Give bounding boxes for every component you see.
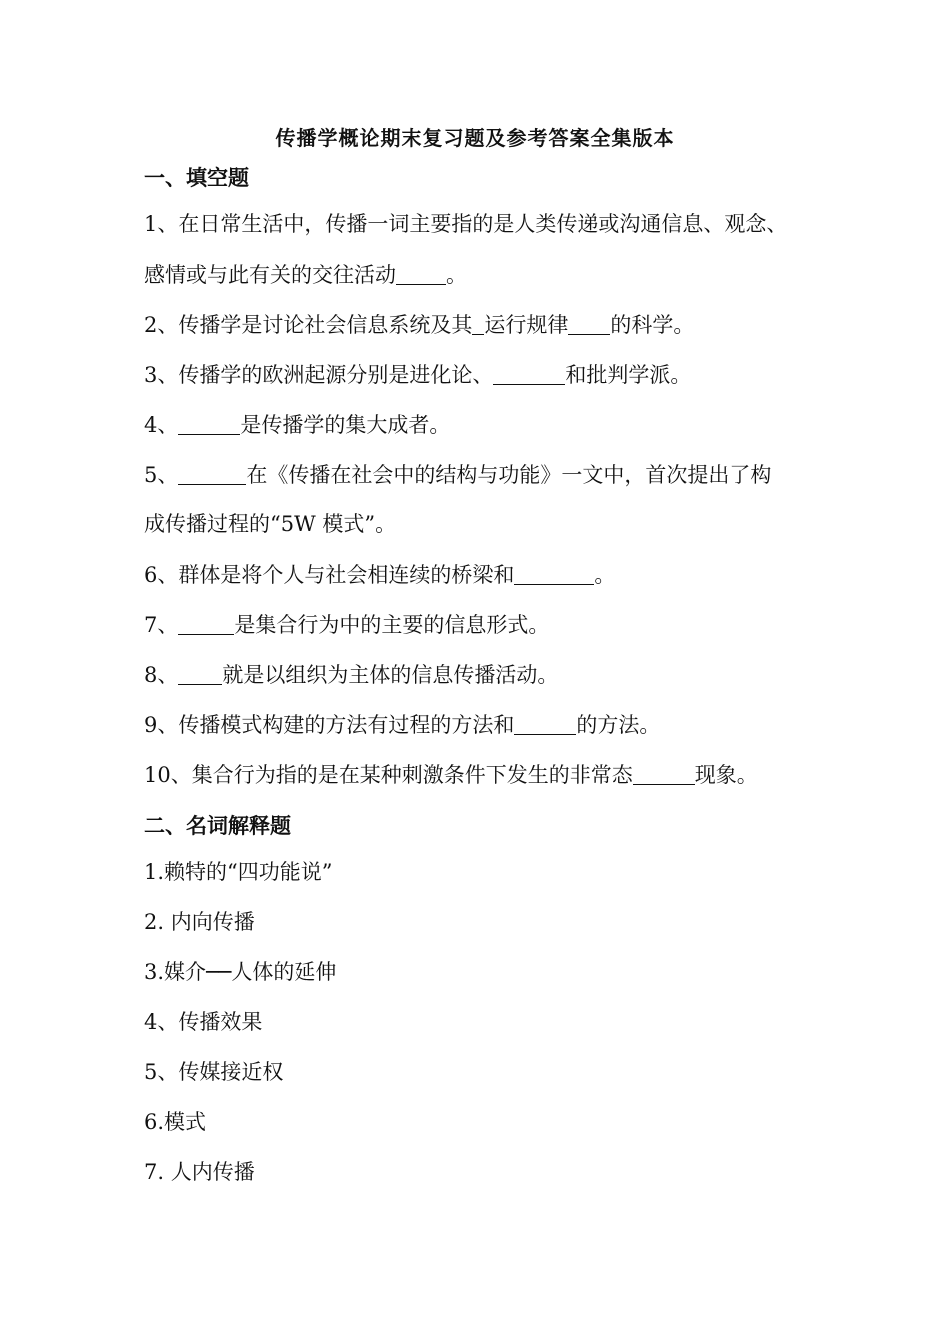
question-3: 3、传播学的欧洲起源分别是进化论、 和批判学派。	[144, 363, 692, 388]
answer-blank	[633, 762, 695, 785]
question-2: 2、传播学是讨论社会信息系统及其 运行规律 的科学。	[144, 313, 695, 338]
question-7: 7、 是集合行为中的主要的信息形式。	[144, 613, 550, 638]
term-item-5: 5、传媒接近权	[144, 1060, 284, 1084]
question-5-line-2: 成传播过程的“5W 模式”。	[144, 512, 397, 536]
question-6: 6、群体是将个人与社会相连续的桥梁和 。	[144, 563, 616, 588]
answer-blank	[514, 562, 594, 585]
answer-blank	[178, 412, 240, 435]
document-title: 传播学概论期末复习题及参考答案全集版本	[275, 126, 675, 150]
answer-blank	[568, 312, 610, 335]
term-item-7: 7. 人内传播	[144, 1160, 255, 1184]
question-4: 4、 是传播学的集大成者。	[144, 413, 451, 438]
section-heading-term-explanation: 二、名词解释题	[144, 813, 291, 838]
answer-blank	[493, 362, 565, 385]
question-1-line-2: 感情或与此有关的交往活动 。	[144, 263, 467, 288]
question-5-line-1: 5、 在《传播在社会中的结构与功能》一文中，首次提出了构	[144, 463, 772, 488]
term-item-3: 3.媒介──人体的延伸	[144, 960, 337, 984]
term-item-2: 2. 内向传播	[144, 910, 255, 934]
answer-blank	[178, 612, 234, 635]
answer-blank	[178, 462, 246, 485]
question-8: 8、 就是以组织为主体的信息传播活动。	[144, 663, 559, 688]
question-1-line-1: 1、在日常生活中，传播一词主要指的是人类传递或沟通信息、观念、	[144, 212, 788, 236]
question-10: 10、集合行为指的是在某种刺激条件下发生的非常态 现象。	[144, 763, 758, 788]
answer-blank	[178, 662, 222, 685]
answer-blank	[514, 712, 576, 735]
section-heading-fill-blank: 一、填空题	[144, 165, 249, 190]
answer-blank	[472, 312, 484, 335]
term-item-4: 4、传播效果	[144, 1010, 263, 1034]
question-9: 9、传播模式构建的方法有过程的方法和 的方法。	[144, 713, 661, 738]
term-item-6: 6.模式	[144, 1110, 207, 1134]
term-item-1: 1.赖特的“四功能说”	[144, 860, 333, 884]
answer-blank	[396, 262, 446, 285]
